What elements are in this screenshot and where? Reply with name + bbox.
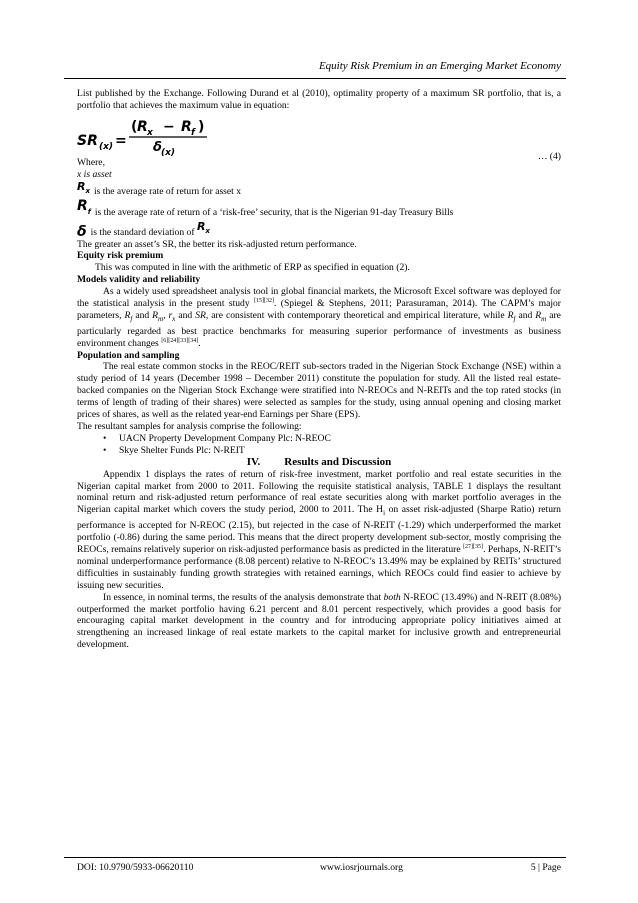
footer-doi: DOI: 10.9790/5933-06620110 <box>77 862 194 873</box>
eq-minus: − <box>163 118 175 135</box>
delta-ref-symbol: $R_x$ <box>196 220 210 236</box>
footer-rule <box>64 857 566 858</box>
equation-number: … (4) <box>537 150 561 162</box>
eq-den-sub: (x) <box>161 147 176 157</box>
eq-num-b-sub: f <box>191 127 195 138</box>
footer-website[interactable]: www.iosrjournals.org <box>320 862 403 873</box>
rx-symbol: $R_x$ <box>77 179 90 195</box>
list-item: • Skye Shelter Funds Plc: N-REIT <box>103 444 245 456</box>
eq-lhs-sub: (x) <box>99 141 114 152</box>
delta-definition <box>77 221 561 238</box>
section-heading <box>77 457 561 469</box>
population-paragraph: The real estate common stocks in the REOC/REIT sub-sectors traded in the Nigerian Stock Exchange (NSE) within a study period of 14 years (December 1998 – December 2011) constitute the population for study. All the listed real estate-backed companies on the Nigerian Stock Exchange were stratified into N-REOCs and N-REITs and the top rated stocks (in terms of length of trading of their shares) were selected as samples for the study, using annual opening and closing market prices of shares, as well as the related year-end Earnings per Share (EPS). <box>77 361 561 421</box>
results-paragraph-2: In essence, in nominal terms, the results of the analysis demonstrate that both N-REOC (13.49%) and N-REIT (8.08%) outperformed the market portfolio having 6.21 percent and 8.01 percent respectively, which provides a good basis for encouraging capital market development in the country and for introducing appropriate policy initiatives aimed at strengthening an increased linkage of real estate markets to the capital market for inclusive growth and entrepreneurial development. <box>77 591 562 651</box>
eq-close-paren: ) <box>198 118 205 135</box>
eq-num-a: R <box>137 118 148 135</box>
eq-num-b: R <box>181 118 192 135</box>
where-label: Where, <box>77 156 105 168</box>
rf-text: is the average rate of return of a ‘risk-free’ security, that is the Nigerian 91-day Treasury Bills <box>94 206 454 218</box>
footer-page-number: 5 | Page <box>530 862 561 873</box>
section-number: IV. <box>246 455 261 468</box>
header-rule <box>64 78 566 79</box>
citation: [6][24][33][34] <box>161 337 199 344</box>
section-title: Results and Discussion <box>284 455 392 468</box>
delta-symbol: δ <box>77 223 87 240</box>
results-paragraph-1: Appendix 1 displays the rates of return of risk-free investment, market portfolio and real estate securities in the Nigerian capital market from 2000 to 2011. Following the requisite statistical analysis, TABLE 1 displays the resultant nominal return and risk-adjusted return performance of real estate securities along with market portfolio averages in the Nigerian capital market which covers the study period, 2000 to 2011. The $H_i$ on asset risk-adjusted (Sharpe Ratio) return performance is accepted for N-REOC (2.15), but rejected in the case of N-REIT (-1.29) which underperformed the market portfolio (-0.86) during the same period. This means that the direct property development sub-sector, mostly comprising the REOCs, remains relatively superior on risk-adjusted performance basis as predicted in the literature [27][35]. Perhaps, N-REIT’s nominal underperformance performance (8.08 percent) relative to N-REOC’s 13.49% may be explained by REITs’ structured difficulties in sustainably funding growth strategies with retained earnings, which REOCs could find easier to achieve by issuing new securities. <box>77 468 561 591</box>
list-item: • UACN Property Development Company Plc: N-REOC <box>103 432 331 444</box>
intro-paragraph: List published by the Exchange. Following Durand et al (2010), optimality property of a maximum SR portfolio, that is, a portfolio that achieves the maximum value in equation: <box>77 88 561 111</box>
rx-definition <box>77 181 561 198</box>
eq-num-a-sub: x <box>147 127 153 138</box>
delta-text: is the standard deviation of <box>90 226 195 238</box>
samples-list <box>77 433 561 457</box>
bullet-icon: • <box>103 432 107 444</box>
citation: [27][35] <box>463 543 484 550</box>
sr-interpretation: The greater an asset’s SR, the better its risk-adjusted return performance. <box>77 238 357 250</box>
models-paragraph: As a widely used spreadsheet analysis tool in global financial markets, the Microsoft Excel software was deployed for the statistical analysis in the present study [15][32]. (Spiegel & Stephens, 2011; Parasuraman, 2014). The CAPM’s major parameters, $R_f$ and $R_m$, $r_x$ and SR, are consistent with contemporary theoretical and empirical literature, while $R_f$ and $R_m$ are particularly regarded as best practice benchmarks for measuring superior performance of investments as business environment changes [6][24][33][34]. <box>77 286 561 349</box>
rx-text: is the average rate of return for asset x <box>94 185 242 197</box>
erp-heading: Equity risk premium <box>77 250 164 262</box>
x-definition: x is asset <box>77 168 112 180</box>
eq-open-paren: ( <box>131 118 138 135</box>
population-heading: Population and sampling <box>77 349 180 361</box>
running-header: Equity Risk Premium in an Emerging Market Economy <box>318 60 561 72</box>
equation-graphic <box>77 117 277 157</box>
rf-symbol: $R_f$ <box>77 197 91 216</box>
models-heading: Models validity and reliability <box>77 274 201 286</box>
samples-intro: The resultant samples for analysis comprise the following: <box>77 421 302 433</box>
bullet-icon: • <box>103 444 107 456</box>
eq-lhs: SR <box>77 132 98 149</box>
rf-definition <box>77 197 561 219</box>
eq-equals: = <box>115 132 127 149</box>
body-content <box>77 88 561 651</box>
citation: [15][32] <box>254 297 275 304</box>
erp-text: This was computed in line with the arithmetic of ERP as specified in equation (2). <box>95 262 410 274</box>
eq-den: δ <box>153 139 162 155</box>
